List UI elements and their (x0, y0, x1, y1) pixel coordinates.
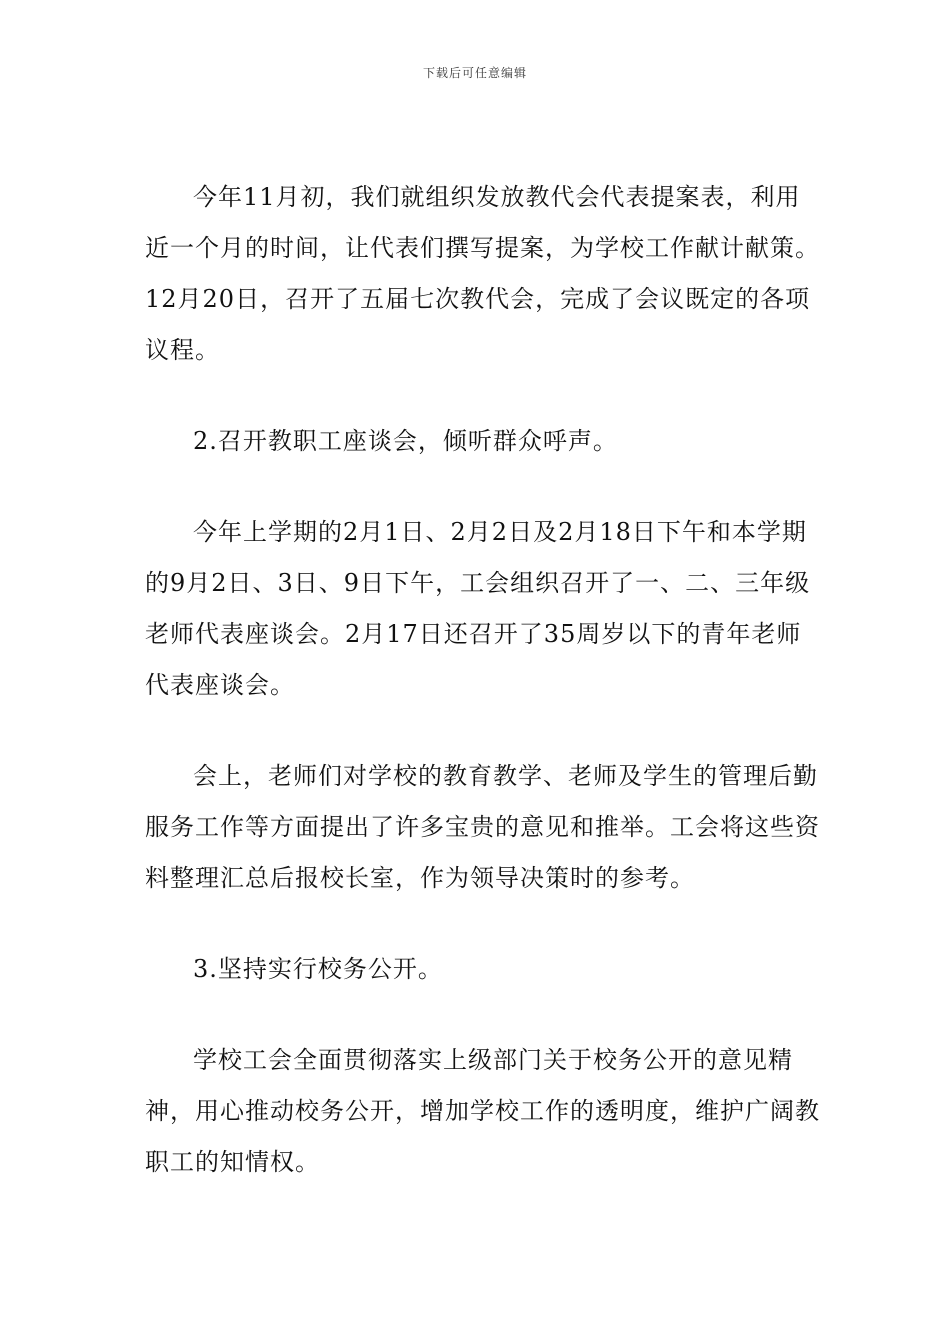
paragraph-proposals: 今年11月初，我们就组织发放教代会代表提案表，利用近一个月的时间，让代表们撰写提案，为学校工作献计献策。12月20日，召开了五届七次教代会，完成了会议既定的各项议程。 (145, 183, 820, 364)
paragraph-forums: 今年上学期的2月1日、2月2日及2月18日下午和本学期的9月2日、3日、9日下午，工会组织召开了一、二、三年级老师代表座谈会。2月17日还召开了35周岁以下的青年老师代表座谈会。 (145, 518, 811, 699)
heading-staff-forum: 2.召开教职工座谈会，倾听群众呼声。 (193, 427, 618, 455)
heading-transparency: 3.坚持实行校务公开。 (193, 955, 443, 983)
document-body (145, 172, 825, 1188)
paragraph-feedback: 会上，老师们对学校的教育教学、老师及学生的管理后勤服务工作等方面提出了许多宝贵的意见和推举。工会将这些资料整理汇总后报校长室，作为领导决策时的参考。 (145, 762, 820, 892)
page-header: 下载后可任意编辑 (422, 66, 527, 80)
paragraph-transparency: 学校工会全面贯彻落实上级部门关于校务公开的意见精神，用心推动校务公开，增加学校工作的透明度，维护广阔教职工的知情权。 (145, 1046, 820, 1176)
